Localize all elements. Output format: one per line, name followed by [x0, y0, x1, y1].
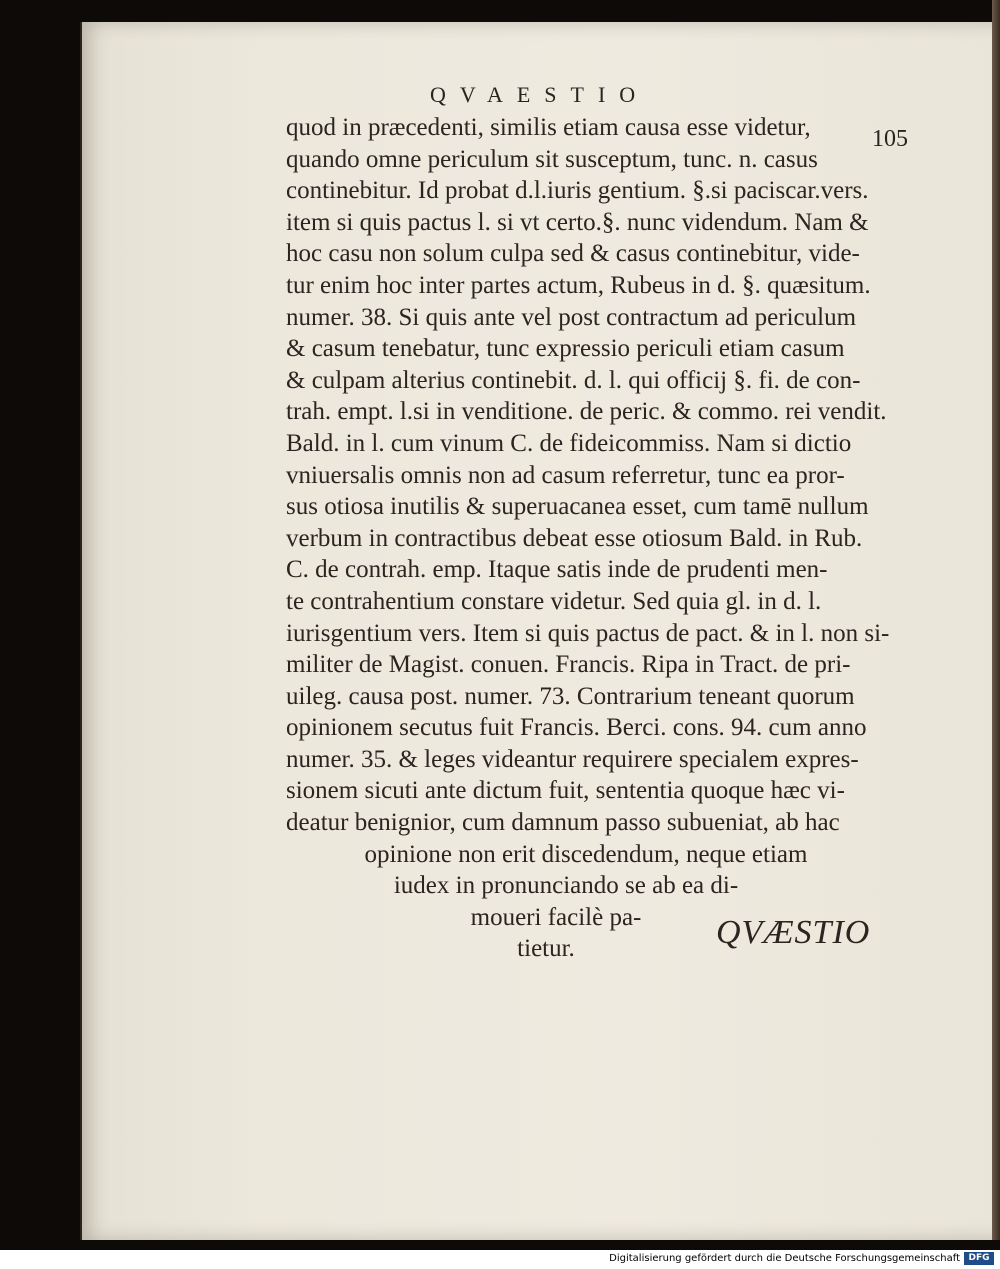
text-line: militer de Magist. conuen. Francis. Ripa in Tract. de pri-	[286, 651, 851, 679]
text-line: deatur benignior, cum damnum passo subueniat, ab hac	[286, 809, 840, 837]
dfg-logo: DFG	[964, 1252, 994, 1265]
text-line: & culpam alterius continebit. d. l. qui officij §. fi. de con-	[286, 366, 861, 394]
text-line: quando omne periculum sit susceptum, tunc. n. casus	[286, 145, 818, 173]
text-line: continebitur. Id probat d.l.iuris gentium. §.si paciscar.vers.	[286, 177, 869, 205]
text-line: moueri facilè pa-	[470, 903, 642, 931]
text-line: iudex in pronunciando se ab ea di-	[393, 872, 739, 900]
text-line: sus otiosa inutilis & superuacanea esset, cum tamē nullum	[286, 493, 869, 521]
text-line: tietur.	[517, 935, 575, 963]
text-line: sionem sicuti ante dictum fuit, sententia quoque hæc vi-	[286, 777, 845, 805]
text-line: hoc casu non solum culpa sed & casus continebitur, vide-	[286, 240, 860, 268]
text-line: tur enim hoc inter partes actum, Rubeus in d. §. quæsitum.	[286, 271, 871, 299]
text-line: C. de contrah. emp. Itaque satis inde de prudenti men-	[286, 556, 828, 584]
text-line: te contrahentium constare videtur. Sed quia gl. in d. l.	[286, 587, 822, 615]
text-line: trah. empt. l.si in venditione. de peric. & commo. rei vendit.	[286, 398, 887, 426]
text-line: opinionem secutus fuit Francis. Berci. cons. 94. cum anno	[286, 714, 867, 742]
text-line: numer. 35. & leges videantur requirere specialem expres-	[286, 745, 859, 773]
running-head: QVAESTIO	[430, 82, 650, 107]
text-line: & casum tenebatur, tunc expressio periculi etiam casum	[286, 335, 845, 363]
text-line: item si quis pactus l. si vt certo.§. nunc videndum. Nam &	[286, 208, 869, 236]
page-number: 105	[872, 126, 908, 152]
text-line: opinione non erit discedendum, neque etiam	[364, 840, 808, 868]
page-edge	[992, 0, 1000, 1240]
text-line: uileg. causa post. numer. 73. Contrarium teneant quorum	[286, 682, 855, 710]
text-line: numer. 38. Si quis ante vel post contractum ad periculum	[286, 303, 857, 331]
text-line: iurisgentium vers. Item si quis pactus de pact. & in l. non si-	[286, 619, 890, 647]
footer-credit: Digitalisierung gefördert durch die Deutsche Forschungsgemeinschaft	[609, 1253, 960, 1264]
text-line: quod in præcedenti, similis etiam causa esse videtur,	[286, 114, 811, 141]
text-line: verbum in contractibus debeat esse otiosum Bald. in Rub.	[286, 524, 863, 552]
text-line: vniuersalis omnis non ad casum referretur, tunc ea pror-	[286, 461, 845, 489]
catchword: QVÆSTIO	[716, 914, 871, 951]
text-line: Bald. in l. cum vinum C. de fideicommiss. Nam si dictio	[286, 429, 852, 457]
